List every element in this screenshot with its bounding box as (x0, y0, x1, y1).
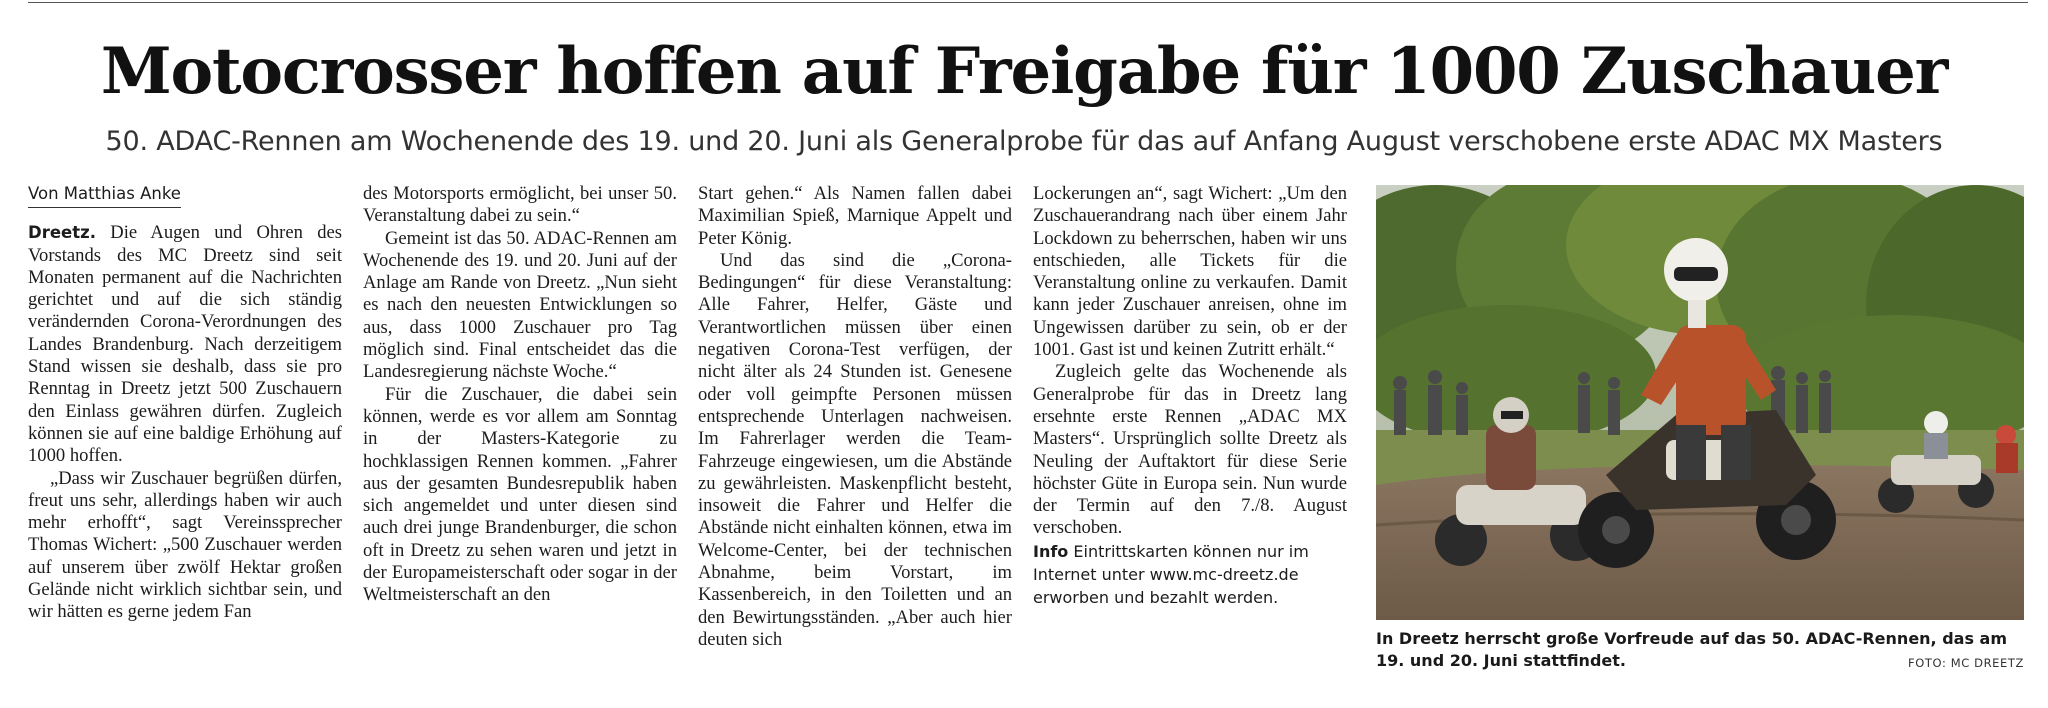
paragraph (28, 222, 342, 467)
subheadline: 50. ADAC-Rennen am Wochenende des 19. und 20. Juni als Generalprobe für das auf Anfang August verschobene erste ADAC MX Masters (105, 126, 1943, 157)
author-byline: Von Matthias Anke (28, 183, 181, 208)
article-column-3 (698, 183, 1012, 703)
article-column-2 (363, 183, 677, 703)
paragraph: Zugleich gelte das Wochenende als Generalprobe für das in Dreetz lang ersehnte erste Rennen „ADAC MX Masters“. Ursprünglich sollte Dreetz als Neuling der Auftaktort für diese Serie höchster Güte in Europa sein. Nun wurde der Termin auf den 7./8. August verschoben. (1033, 361, 1347, 539)
dateline: Dreetz. (28, 223, 96, 243)
headline: Motocrosser hoffen auf Freigabe für 1000 Zuschauer (100, 34, 1948, 109)
paragraph: „Dass wir Zuschauer begrüßen dürfen, freut uns sehr, allerdings haben wir auch mehr erhofft“, sagt Vereinssprecher Thomas Wichert: „500 Zuschauer werden auf unserem über zwölf Hektar großen Gelände nicht wirklich sichtbar sein, und wir hätten es gerne jedem Fan (28, 467, 342, 623)
photo-credit: FOTO: MC DREETZ (1908, 656, 2024, 670)
paragraph: Lockerungen an“, sagt Wichert: „Um den Zuschauerandrang nach über einem Jahr Lockdown zu beherrschen, haben wir uns entschieden, alle Tickets für die Veranstaltung online zu verkaufen. Damit kann jeder Zuschauer anreisen, ohne im Ungewissen darüber zu sein, ob er der 1001. Gast ist und keinen Zutritt erhält.“ (1033, 183, 1347, 361)
paragraph: Und das sind die „Corona-Bedingungen“ für diese Veranstaltung: Alle Fahrer, Helfer, Gäste und Verantwortlichen müssen über einen negativen Corona-Test verfügen, der nicht älter als 24 Stunden ist. Genesene oder voll geimpfte Personen müssen entsprechende Unterlagen nachweisen. Im Fahrerlager werden die Team-Fahrzeuge eingewiesen, um die Abstände zu gewährleisten. Maskenpflicht besteht, insoweit die Fahrer und Helfer die Abstände nicht einhalten können, etwa im Welcome-Center, bei der technischen Abnahme, beim Vorstart, im Kassenbereich, in den Toiletten und an den Bewirtungsständen. „Aber auch hier deuten sich (698, 249, 1012, 650)
paragraph: Für die Zuschauer, die dabei sein können, werde es vor allem am Sonntag in der Masters-Kategorie zu hochklassigen Rennen kommen. „Fahrer aus der gesamten Bundesrepublik haben sich angemeldet und unter diesen sind auch drei junge Brandenburger, die schon oft in Dreetz zu sehen waren und jetzt in der Europameisterschaft oder sogar in der Weltmeisterschaft an den (363, 383, 677, 606)
paragraph: Gemeint ist das 50. ADAC-Rennen am Wochenende des 19. und 20. Juni auf der Anlage am Rande von Dreetz. „Nun sieht es nach den neuesten Entwicklungen so aus, dass 1000 Zuschauer pro Tag möglich sind. Final entscheidet das die Landesregierung nächste Woche.“ (363, 227, 677, 383)
paragraph-text: Die Augen und Ohren des Vorstands des MC Dreetz sind seit Monaten permanent auf die Nachrichten gerichtet und auf die sich ständig verändernden Corona-Verordnungen des Landes Brandenburg. Nach derzeitigem Stand wissen sie deshalb, dass sie pro Renntag in Dreetz jetzt 500 Zuschauern den Einlass gewähren dürfen. Zugleich können sie auf eine baldige Erhöhung auf 1000 hoffen. (28, 222, 342, 467)
top-rule (28, 2, 2028, 3)
photo-caption: In Dreetz herrscht große Vorfreude auf das 50. ADAC-Rennen, das am 19. und 20. Juni stattfindet. (1376, 629, 2008, 670)
info-label: Info (1033, 541, 1069, 561)
article-column-1 (28, 183, 342, 703)
info-box (1033, 540, 1347, 609)
paragraph: Start gehen.“ Als Namen fallen dabei Maximilian Spieß, Marnique Appelt und Peter König. (698, 183, 1012, 249)
article-photo (1376, 185, 2024, 620)
paragraph: des Motorsports ermöglicht, bei unser 50. Veranstaltung dabei zu sein.“ (363, 183, 677, 227)
info-text: Eintrittskarten können nur im Internet unter www.mc-dreetz.de erworben und bezahlt werden. (1033, 541, 1309, 607)
article-column-4 (1033, 183, 1347, 703)
motocross-photo-illustration (1376, 185, 2024, 620)
